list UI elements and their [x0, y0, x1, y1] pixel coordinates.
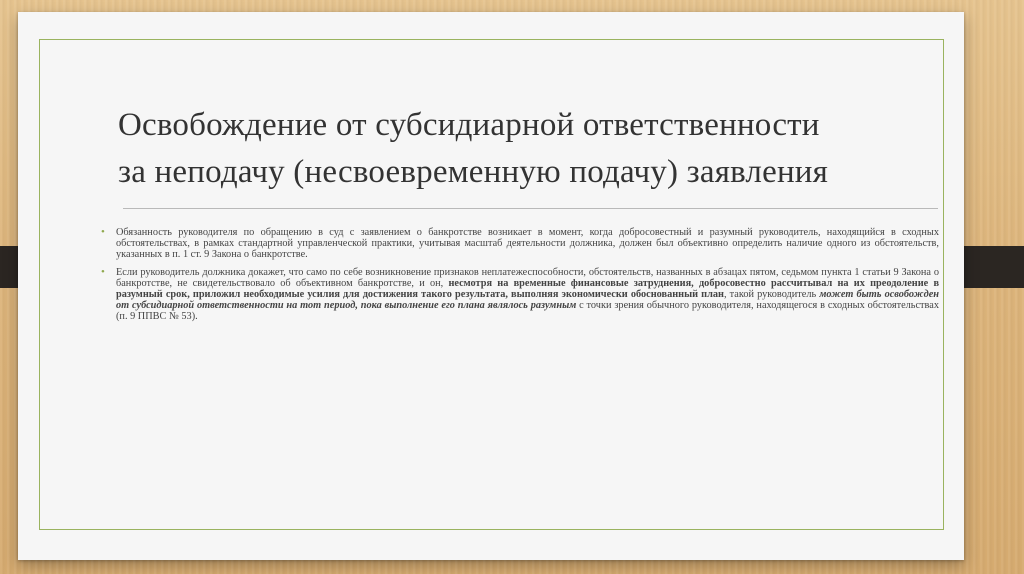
title-line-1: Освобождение от субсидиарной ответственности — [118, 107, 820, 143]
left-dark-band — [0, 246, 18, 288]
bullet-item-1 — [101, 227, 939, 260]
title-line-2: за неподачу (несвоевременную подачу) заявления — [118, 154, 829, 190]
bullet-2-text: Если руководитель должника докажет, что само по себе возникновение признаков неплатежеспособности, обстоятельств, названных в абзацах пятом, седьмом пункта 1 статьи 9 Закона о банкротстве, не свидетельствовало об объективном банкротстве, и он, — [116, 267, 939, 289]
bullet-item-2 — [101, 267, 939, 322]
right-dark-band — [964, 246, 1024, 288]
slide-title — [118, 102, 918, 196]
bullet-dot-icon: • — [101, 226, 105, 238]
bullet-2-bold: несмотря на временные финансовые затруднения, добросовестно рассчитывал на их преодоление в разумный срок, приложил необходимые усилия для достижения такого результата, выполняя экономически обоснованный план — [116, 278, 939, 300]
bullet-dot-icon: • — [101, 266, 105, 278]
bullet-1-text: Обязанность руководителя по обращению в суд с заявлением о банкротстве возникает в момент, когда добросовестный и разумный руководитель, находящийся в сходных обстоятельствах, в рамках стандартной управленческой практики, учитывая масштаб деятельности должника, должен был объективно определить наличие одного из обстоятельств, указанных в п. 1 ст. 9 Закона о банкротстве. — [116, 227, 939, 260]
slide — [18, 12, 964, 560]
bullet-2-text-end: с точки зрения обычного руководителя, находящегося в сходных обстоятельствах (п. 9 ППВС № 53). — [116, 300, 940, 322]
slide-body — [101, 227, 939, 329]
bullet-2-bold-italic: может быть освобожден от субсидиарной ответственности на тот период, пока выполнение его плана являлось разумным — [116, 289, 940, 311]
bullet-2-text-mid: , такой руководитель — [723, 289, 820, 300]
title-divider — [123, 208, 938, 209]
